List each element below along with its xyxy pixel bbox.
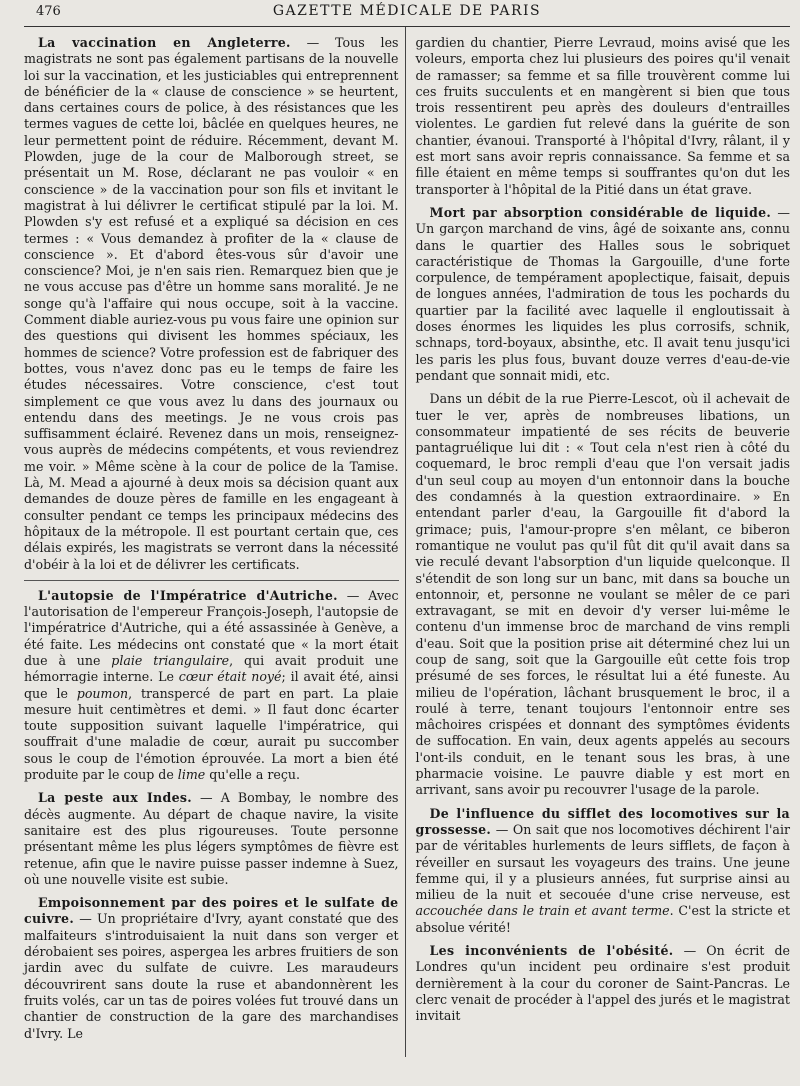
right-column <box>416 35 791 1049</box>
page-header <box>24 0 790 27</box>
article-body: ; il avait été, ainsi que le <box>24 669 399 701</box>
column-rule <box>405 27 406 1057</box>
article-paragraph: Dans un débit de la rue Pierre-Lescot, où il achevait de tuer le ver, après de nombreuses libations, un consommateur impatienté de ses récits de beuverie pantagruélique lui dit : « Tout cela n'est rien à côté du coquemard, le broc rempli d'eau que l'on versait jadis d'un seul coup au moyen d'un entonnoir dans la bouche des condamnés à la question extraordinaire. » En entendant parler d'eau, la Gargouille fit d'abord la grimace; puis, l'amour-propre s'en mêlant, ce biberon romantique ne voulut pas qu'il fût dit qu'il avait dans sa vie reculé devant l'absorption d'un liquide quelconque. Il s'étendit de son long sur un banc, mit dans sa bouche un entonnoir, et, personne ne voulant se mêler de ce pari extravagant, se mit en devoir d'y verser lui-même le contenu d'un immense broc de marchand de vins rempli d'eau. Soit que la position prise ait déterminé chez lui un coup de sang, soit que la Gargouille eût cette fois trop présumé de ses forces, le résultat lui a été funeste. Au milieu de l'opération, lâchant brusquement le broc, il a roulé à terre, tenant toujours l'entonnoir entre ses mâchoires crispées et donnant des symptômes évidents de suffocation. En vain, deux agents appelés au secours l'ont-ils conduit, en le tenant sous les bras, à une pharmacie voisine. Le pauvre diable y est mort en arrivant, sans avoir pu recouvrer l'usage de la parole. <box>415 391 790 798</box>
article-vaccination <box>24 35 399 573</box>
italic-text: cœur était noyé <box>178 669 282 685</box>
article-empoisonnement-continued: gardien du chantier, Pierre Levraud, moins avisé que les voleurs, emporta chez lui plusieurs des poires qu'il venait de ramasser; sa femme et sa fille trouvèrent comme lui ces fruits succulents et en mangèrent si bien que tous trois ressentirent peu après des douleurs d'entrailles violentes. Le gardien fut relevé dans la guérite de son chantier, évanoui. Transporté à l'hôpital d'Ivry, râlant, il y est mort sans avoir repris connaissance. Sa femme et sa fille étaient en même temps si souffrantes qu'on dut les transporter à l'hôpital de la Pitié dans un état grave. <box>415 35 790 197</box>
article-body: — Un propriétaire d'Ivry, ayant constaté que des malfaiteurs s'introduisaient la nuit dans son verger et dérobaient ses poires, aspergea les arbres fruitiers de son jardin avec du sulfate de cuivre. Les maraudeurs découvrirent sans doute la ruse et abandonnèrent les fruits volés, car un tas de poires volées fut trouvé dans un chantier de construction de la gare des marchandises d'Ivry. Le <box>24 911 399 1041</box>
article-title: Les inconvénients de l'obésité. <box>429 943 674 959</box>
article-title: La peste aux Indes. <box>38 790 192 806</box>
article-autopsie <box>24 588 399 784</box>
text-columns <box>24 27 790 1049</box>
article-body: — Tous les magistrats ne sont pas également partisans de la nouvelle loi sur la vaccination, et les justiciables qui entreprennent de bénéficier de la « clause de conscience » se heurtent, dans certaines cours de police, à des résistances que les termes vagues de cette loi, bâclée en quelques heures, ne leur permettent point de réduire. Récemment, devant M. Plowden, juge de la cour de Malborough street, se présentait un M. Rose, déclarant ne pas vouloir « en conscience » de la vaccination pour son fils et invitant le magistrat à lui délivrer le certificat stipulé par la loi. M. Plowden s'y est refusé et a expliqué sa décision en ces termes : « Vous demandez à profiter de la « clause de conscience ». Et d'abord êtes-vous sûr d'avoir une conscience? Moi, je n'en sais rien. Remarquez bien que je ne vous accuse pas d'être un homme sans moralité. Je ne songe qu'à l'affaire qui nous occupe, soit à la vaccine. Comment diable auriez-vous pu vous faire une opinion sur des questions qui divisent les hommes spéciaux, les hommes de science? Votre profession est de fabriquer des bottes, vous n'avez donc pas eu le temps de faire les études nécessaires. Votre conscience, c'est tout simplement ce que vous avez lu dans des journaux ou entendu dans des meetings. Je ne vous crois pas suffisamment éclairé. Revenez dans un mois, renseignez-vous auprès de médecins compétents, et vous reviendrez me voir. » Même scène à la cour de police de la Tamise. Là, M. Mead a ajourné à deux mois sa décision quant aux demandes de douze pères de famille en les engageant à consulter pendant ce temps les principaux médecins des hôpitaux de la métropole. Il est pourtant certain que, ces délais expirés, les magistrats se verront dans la nécessité d'obéir à la loi et de délivrer les certificats. <box>24 35 399 572</box>
article-title: Mort par absorption considérable de liquide. <box>429 204 772 220</box>
article-body: , transpercé de part en part. La plaie mesure huit centimètres et demi. » Il faut donc écarter toute supposition suivant laquelle l'impératrice, qui souffrait d'une maladie de cœur, aurait pu succomber sous le coup de l'émotion éprouvée. La mort a bien été produite par le coup de <box>24 685 399 783</box>
italic-text: plaie triangulaire <box>111 652 230 668</box>
article-peste <box>24 790 399 888</box>
italic-text: lime <box>177 767 206 783</box>
article-mort-absorption <box>416 205 791 384</box>
article-obesite <box>416 943 791 1024</box>
article-separator <box>24 580 399 581</box>
article-body: — A Bombay, le nombre des décès augmente. Au départ de chaque navire, la visite sanitaire est des plus rigoureuses. Toute personne présentant même les plus légers symptômes de fièvre est retenue, afin que le navire puisse passer indemne à Suez, où une nouvelle visite est subie. <box>24 790 399 887</box>
italic-text: accouchée dans le train et avant terme <box>415 903 670 919</box>
page-number: 476 <box>36 4 61 19</box>
article-body: . C'est la stricte et absolue vérité! <box>415 903 791 935</box>
left-column <box>24 35 399 1049</box>
article-title: La vaccination en Angleterre. <box>38 35 291 50</box>
article-title: De l'influence du sifflet des locomotives sur la grossesse. <box>415 805 790 837</box>
article-empoisonnement <box>24 895 399 1042</box>
article-body: — Avec l'autorisation de l'empereur François-Joseph, l'autopsie de l'impératrice d'Autriche, qui a été assassinée à Genève, a été faite. Les médecins ont constaté que « la mort était due à une <box>24 587 399 668</box>
running-title: GAZETTE MÉDICALE DE PARIS <box>272 3 542 19</box>
article-body: , qui avait produit une hémorragie interne. Le <box>24 652 399 685</box>
article-title: Empoisonnement par des poires et le sulfate de cuivre. <box>24 895 399 927</box>
article-sifflet <box>416 806 791 936</box>
article-body: — On écrit de Londres qu'un incident peu ordinaire s'est produit dernièrement à la cour du coroner de Saint-Pancras. Le clerc venait de procéder à l'appel des jurés et le magistrat invitait <box>415 943 790 1024</box>
article-body: — On sait que nos locomotives déchirent l'air par de véritables hurlements de leurs sifflets, de façon à réveiller en sursaut les voyageurs des trains. Une jeune femme qui, il y a plusieurs années, fut surprise ainsi au milieu de la nuit et secouée d'une crise nerveuse, est <box>415 821 790 903</box>
article-title: L'autopsie de l'Impératrice d'Autriche. <box>38 587 338 603</box>
italic-text: poumon <box>76 685 129 701</box>
article-body: — Un garçon marchand de vins, âgé de soixante ans, connu dans le quartier des Halles sous le sobriquet caractéristique de Thomas la Gargouille, d'une forte corpulence, de tempérament apoplectique, faisait, depuis de longues années, l'admiration de tous les pochards du quartier par la facilité avec laquelle il engloutissait à doses énormes les liquides les plus corrosifs, schnik, schnaps, tord-boyaux, absinthe, etc. Il avait tenu jusqu'ici les paris les plus fous, buvant douze verres d'eau-de-vie pendant que sonnait midi, etc. <box>415 204 790 383</box>
article-body: qu'elle a reçu. <box>205 767 301 783</box>
